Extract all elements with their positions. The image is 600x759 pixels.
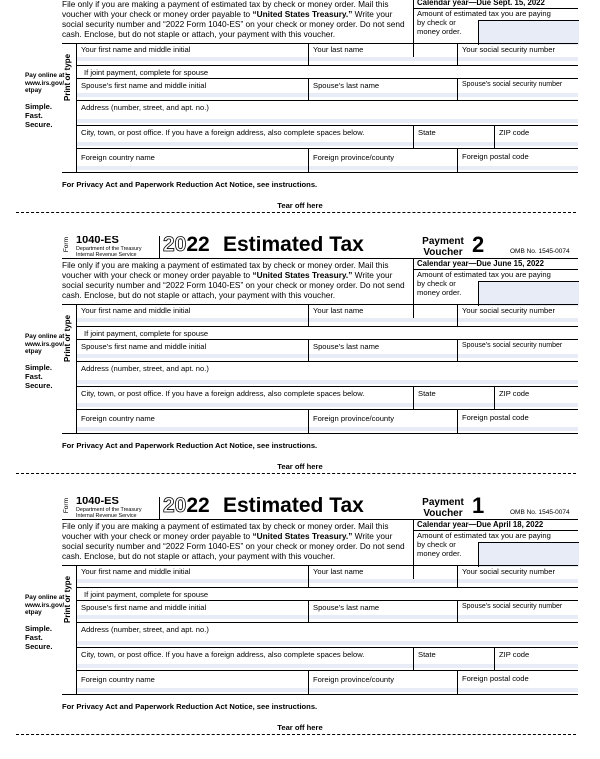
amount-field[interactable]	[478, 20, 579, 45]
city-label: City, town, or post office. If you have a foreign address, also complete spaces below.	[81, 128, 365, 137]
first-name-label: Your first name and middle initial	[81, 45, 191, 54]
irs-name: Internal Revenue Service	[76, 513, 137, 519]
payment-voucher-label: Payment Voucher	[422, 236, 464, 258]
due-date: Calendar year—Due Sept. 15, 2022	[417, 0, 545, 7]
foreign-province-label: Foreign province/county	[313, 675, 395, 684]
due-date: Calendar year—Due April 18, 2022	[417, 520, 544, 529]
zip-field[interactable]	[495, 664, 578, 668]
spouse-last-name-label: Spouse’s last name	[313, 603, 380, 612]
instructions-line-4: cash. Enclose, but do not staple or attach, your payment with this voucher.	[62, 290, 336, 300]
pay-online-text: Pay online at www.irs.gov/ etpay	[25, 333, 65, 355]
zip-label: ZIP code	[499, 128, 530, 137]
state-label: State	[418, 128, 436, 137]
spouse-ssn-field[interactable]	[458, 354, 578, 358]
tear-off-label: Tear off here	[277, 723, 323, 732]
foreign-country-label: Foreign country name	[81, 414, 155, 423]
ssn-field[interactable]	[458, 318, 578, 322]
joint-payment-label: If joint payment, complete for spouse	[84, 590, 209, 599]
form-number: 1040-ES	[76, 236, 119, 246]
pay-online-text: Pay online at www.irs.gov/ etpay	[25, 72, 65, 94]
foreign-postal-field[interactable]	[458, 688, 578, 692]
form-title: Estimated Tax	[223, 236, 364, 256]
first-name-field[interactable]	[77, 579, 308, 583]
zip-label: ZIP code	[499, 389, 530, 398]
payment-voucher-3	[0, 0, 600, 237]
foreign-postal-field[interactable]	[458, 427, 578, 431]
payment-voucher-1	[0, 497, 600, 759]
amount-field[interactable]	[478, 281, 579, 306]
foreign-postal-label: Foreign postal code	[462, 413, 529, 422]
instructions-line-4: cash. Enclose, but do not staple or attach, your payment with this voucher.	[62, 29, 336, 39]
last-name-field[interactable]	[309, 57, 457, 61]
pay-online-text: Pay online at www.irs.gov/ etpay	[25, 594, 65, 616]
print-or-type-label: Print or type	[63, 575, 72, 623]
form-number: 1040-ES	[76, 497, 119, 507]
foreign-province-label: Foreign province/county	[313, 153, 395, 162]
state-label: State	[418, 389, 436, 398]
state-label: State	[418, 650, 436, 659]
joint-payment-label: If joint payment, complete for spouse	[84, 68, 209, 77]
tax-year: 2022	[163, 236, 210, 256]
instructions-line-2: voucher with your check or money order payable to “United States Treasury.” Write your	[62, 9, 393, 19]
city-field[interactable]	[77, 403, 413, 407]
ssn-label: Your social security number	[462, 45, 555, 54]
city-label: City, town, or post office. If you have a foreign address, also complete spaces below.	[81, 650, 365, 659]
spouse-first-name-field[interactable]	[77, 354, 308, 358]
privacy-notice: For Privacy Act and Paperwork Reduction Act Notice, see instructions.	[62, 180, 318, 189]
tear-off-label: Tear off here	[277, 201, 323, 210]
payment-voucher-2	[0, 236, 600, 498]
instructions-line-3: social security number and “2022 Form 1040-ES” on your check or money order. Do not send	[62, 19, 405, 29]
foreign-province-field[interactable]	[309, 166, 457, 170]
instructions-line-1: File only if you are making a payment of estimated tax by check or money order. Mail this	[62, 521, 389, 531]
form-word: Form	[63, 237, 70, 253]
state-field[interactable]	[414, 142, 494, 146]
print-or-type-label: Print or type	[63, 53, 72, 101]
first-name-label: Your first name and middle initial	[81, 306, 191, 315]
voucher-number: 2	[472, 236, 485, 257]
last-name-label: Your last name	[313, 567, 364, 576]
zip-field[interactable]	[495, 403, 578, 407]
form-title: Estimated Tax	[223, 497, 364, 517]
payment-voucher-label: Payment Voucher	[422, 497, 464, 519]
foreign-country-field[interactable]	[77, 688, 308, 692]
instructions-line-3: social security number and “2022 Form 1040-ES” on your check or money order. Do not send	[62, 541, 405, 551]
spouse-last-name-field[interactable]	[309, 354, 457, 358]
spouse-first-name-label: Spouse’s first name and middle initial	[81, 342, 207, 351]
instructions-line-2: voucher with your check or money order payable to “United States Treasury.” Write your	[62, 531, 393, 541]
omb-number: OMB No. 1545-0074	[510, 248, 570, 255]
department-name: Department of the Treasury	[76, 507, 142, 513]
instructions-line-1: File only if you are making a payment of estimated tax by check or money order. Mail this	[62, 0, 389, 9]
simple-fast-secure: Simple. Fast. Secure.	[25, 363, 53, 390]
state-field[interactable]	[414, 664, 494, 668]
city-label: City, town, or post office. If you have a foreign address, also complete spaces below.	[81, 389, 365, 398]
department-name: Department of the Treasury	[76, 246, 142, 252]
spouse-first-name-field[interactable]	[77, 93, 308, 97]
foreign-province-field[interactable]	[309, 688, 457, 692]
address-field[interactable]	[77, 641, 578, 645]
spouse-first-name-label: Spouse’s first name and middle initial	[81, 603, 207, 612]
tear-line	[16, 212, 576, 213]
first-name-label: Your first name and middle initial	[81, 567, 191, 576]
spouse-ssn-label: Spouse’s social security number	[462, 603, 563, 610]
amount-label: Amount of estimated tax you are paying by check or money order.	[417, 531, 551, 558]
spouse-last-name-field[interactable]	[309, 93, 457, 97]
simple-fast-secure: Simple. Fast. Secure.	[25, 624, 53, 651]
tear-off-label: Tear off here	[277, 462, 323, 471]
first-name-field[interactable]	[77, 318, 308, 322]
amount-label: Amount of estimated tax you are paying by check or money order.	[417, 270, 551, 297]
foreign-country-label: Foreign country name	[81, 153, 155, 162]
instructions-line-1: File only if you are making a payment of estimated tax by check or money order. Mail this	[62, 260, 389, 270]
zip-field[interactable]	[495, 142, 578, 146]
omb-number: OMB No. 1545-0074	[510, 509, 570, 516]
instructions-line-2: voucher with your check or money order payable to “United States Treasury.” Write your	[62, 270, 393, 280]
amount-label: Amount of estimated tax you are paying by check or money order.	[417, 9, 551, 36]
ssn-field[interactable]	[458, 579, 578, 583]
address-label: Address (number, street, and apt. no.)	[81, 364, 209, 373]
address-field[interactable]	[77, 119, 578, 123]
foreign-country-field[interactable]	[77, 166, 308, 170]
privacy-notice: For Privacy Act and Paperwork Reduction Act Notice, see instructions.	[62, 702, 318, 711]
foreign-country-field[interactable]	[77, 427, 308, 431]
ssn-label: Your social security number	[462, 567, 555, 576]
address-label: Address (number, street, and apt. no.)	[81, 625, 209, 634]
spouse-first-name-label: Spouse’s first name and middle initial	[81, 81, 207, 90]
instructions-line-4: cash. Enclose, but do not staple or attach, your payment with this voucher.	[62, 551, 336, 561]
tear-line	[16, 734, 576, 735]
address-label: Address (number, street, and apt. no.)	[81, 103, 209, 112]
joint-payment-label: If joint payment, complete for spouse	[84, 329, 209, 338]
irs-name: Internal Revenue Service	[76, 252, 137, 258]
due-date: Calendar year—Due June 15, 2022	[417, 259, 544, 268]
foreign-postal-label: Foreign postal code	[462, 152, 529, 161]
state-field[interactable]	[414, 403, 494, 407]
foreign-country-label: Foreign country name	[81, 675, 155, 684]
foreign-province-label: Foreign province/county	[313, 414, 395, 423]
first-name-field[interactable]	[77, 57, 308, 61]
ssn-field[interactable]	[458, 57, 578, 61]
tear-line	[16, 473, 576, 474]
spouse-last-name-field[interactable]	[309, 615, 457, 619]
zip-label: ZIP code	[499, 650, 530, 659]
privacy-notice: For Privacy Act and Paperwork Reduction Act Notice, see instructions.	[62, 441, 318, 450]
form-word: Form	[63, 498, 70, 514]
address-field[interactable]	[77, 380, 578, 384]
city-field[interactable]	[77, 664, 413, 668]
simple-fast-secure: Simple. Fast. Secure.	[25, 102, 53, 129]
last-name-label: Your last name	[313, 306, 364, 315]
city-field[interactable]	[77, 142, 413, 146]
spouse-last-name-label: Spouse’s last name	[313, 81, 380, 90]
foreign-province-field[interactable]	[309, 427, 457, 431]
last-name-label: Your last name	[313, 45, 364, 54]
spouse-ssn-label: Spouse’s social security number	[462, 342, 563, 349]
spouse-last-name-label: Spouse’s last name	[313, 342, 380, 351]
last-name-field[interactable]	[309, 579, 457, 583]
spouse-ssn-label: Spouse’s social security number	[462, 81, 563, 88]
print-or-type-label: Print or type	[63, 314, 72, 362]
ssn-label: Your social security number	[462, 306, 555, 315]
amount-field[interactable]	[478, 542, 579, 567]
spouse-ssn-field[interactable]	[458, 93, 578, 97]
foreign-postal-field[interactable]	[458, 166, 578, 170]
tax-year: 2022	[163, 497, 210, 517]
instructions-line-3: social security number and “2022 Form 1040-ES” on your check or money order. Do not send	[62, 280, 405, 290]
spouse-first-name-field[interactable]	[77, 615, 308, 619]
voucher-number: 1	[472, 497, 485, 518]
foreign-postal-label: Foreign postal code	[462, 674, 529, 683]
last-name-field[interactable]	[309, 318, 457, 322]
spouse-ssn-field[interactable]	[458, 615, 578, 619]
